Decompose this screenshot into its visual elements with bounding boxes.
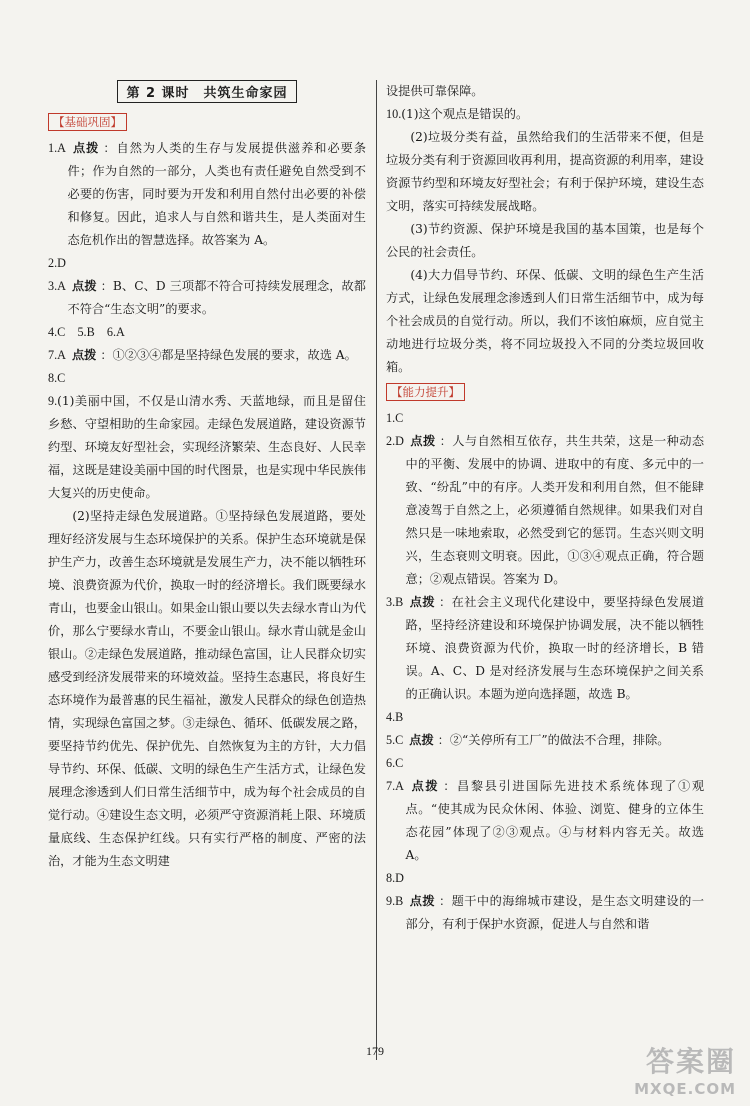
hint-label: 点拨 — [71, 141, 100, 155]
answer-number: 3.B — [386, 595, 404, 609]
answer-number: 10. — [386, 107, 402, 121]
answer-item — [48, 390, 366, 505]
answer-number: 8.D — [386, 871, 404, 885]
answer-paragraph: (1)美丽中国，不仅是山清水秀、天蓝地绿，而且是留住乡愁、守望相助的生命家园。走绿色发展道路，建设资源节约型、环境友好型社会，实现经济繁荣、生态良好、人民幸福，这既是建设美丽中国的时代图景，也是实现中华民族伟大复兴的历史使命。 — [48, 394, 366, 500]
answer-text: ：①②③④都是坚持绿色发展的要求，故选 A。 — [100, 348, 357, 362]
answer-number: 6.C — [386, 756, 404, 770]
answer-text: ：B、C、D 三项都不符合可持续发展理念，故都不符合“生态文明”的要求。 — [67, 279, 366, 316]
section-label-advanced: 【能力提升】 — [386, 383, 465, 401]
answer-number: 8.C — [48, 371, 66, 385]
answer-item — [386, 706, 704, 729]
answer-paragraph: (2)垃圾分类有益，虽然给我们的生活带来不便，但是垃圾分类有利于资源回收再利用，提高资源的利用率，建设资源节约型和环境友好型社会；有利于保护环境，建设生态文明，落实可持续发展战略。 — [386, 130, 704, 213]
hint-label: 点拨 — [409, 595, 436, 609]
answer-item — [48, 344, 366, 367]
answer-item — [386, 775, 704, 867]
answer-paragraph: (3)节约资源、保护环境是我国的基本国策，也是每个公民的社会责任。 — [386, 222, 704, 259]
hint-label: 点拨 — [409, 434, 436, 448]
answer-item — [386, 867, 704, 890]
answer-text: ：自然为人类的生存与发展提供滋养和必要条件；作为自然的一部分，人类也有责任避免自然受到不必要的伤害，同时要为开发和利用自然付出必要的补偿和修复。因此，追求人与自然和谐共生，是人类面对生态危机作出的智慧选择。故答案为 A。 — [67, 141, 367, 247]
watermark-logo: 答案圈 — [645, 1045, 736, 1078]
answer-paragraph: (1)这个观点是错误的。 — [401, 107, 529, 121]
answer-number: 9. — [48, 394, 58, 408]
answer-item — [386, 430, 704, 591]
answer-item — [386, 752, 704, 775]
answer-number: 2.D — [386, 434, 404, 448]
answer-item — [48, 137, 366, 252]
hint-label: 点拨 — [409, 779, 440, 793]
watermark-url: MXQE.COM — [634, 1080, 736, 1098]
title-wrap — [48, 80, 366, 103]
answer-item — [48, 367, 366, 390]
right-column — [386, 80, 704, 936]
hint-label: 点拨 — [409, 894, 436, 908]
answer-item — [48, 275, 366, 321]
answer-paragraph: (2)坚持走绿色发展道路。①坚持绿色发展道路，要处理好经济发展与生态环境保护的关系。保护生态环境就是保护生产力，改善生态环境就是发展生产力，决不能以牺牲环境、浪费资源为代价，换取一时的经济增长。我们既要绿水青山，也要金山银山。如果金山银山要以失去绿水青山为代价，那么宁要绿水青山，不要金山银山。绿水青山就是金山银山。②走绿色发展道路，推动绿色富国，让人民群众切实感受到经济发展带来的环境效益。坚持生态惠民，将良好生态环境作为最普惠的民生福祉，激发人民群众的绿色创造热情，实现绿色富国之梦。③走绿色、循环、低碳发展之路，要坚持节约优先、保护优先、自然恢复为主的方针，大力倡导节约、环保、低碳、文明的绿色生产生活方式，让绿色发展理念渗透到人们日常生活细节中，成为每个社会成员的自觉行动。④建设生态文明，必须严守资源消耗上限、环境质量底线、生态保护红线。只有实行严格的制度、严密的法治，才能为生态文明建 — [48, 509, 366, 868]
answer-number: 1.C — [386, 411, 404, 425]
answer-item — [386, 407, 704, 430]
hint-label: 点拨 — [71, 279, 97, 293]
answer-item — [48, 252, 366, 275]
answer-number: 3.A — [48, 279, 66, 293]
continued-text: 设提供可靠保障。 — [386, 84, 484, 98]
answer-text: ：在社会主义现代化建设中，要坚持绿色发展道路，坚持经济建设和环境保护协调发展，决不能以牺牲环境、浪费资源为代价，换取一时的经济增长，B 错误。A、C、D 是对经济发展与生态环境保护之间关系的正确认识。本题为逆向选择题，故选 B。 — [405, 595, 705, 701]
answer-text: 4.C 5.B 6.A — [48, 325, 125, 339]
hint-label: 点拨 — [71, 348, 97, 362]
watermark — [634, 1040, 736, 1098]
answer-number: 4.B — [386, 710, 404, 724]
answer-text: ：②“关停所有工厂”的做法不合理，排除。 — [437, 733, 670, 747]
hint-label: 点拨 — [409, 733, 434, 747]
answer-item — [386, 729, 704, 752]
answer-number: 9.B — [386, 894, 404, 908]
left-column — [48, 80, 366, 873]
column-divider — [376, 80, 377, 1060]
answer-number: 7.A — [48, 348, 66, 362]
answer-number: 1.A — [48, 141, 66, 155]
answer-paragraph: (4)大力倡导节约、环保、低碳、文明的绿色生产生活方式，让绿色发展理念渗透到人们日常生活细节中，成为每个社会成员的自觉行动。所以，我们不该怕麻烦，应自觉主动地进行垃圾分类，将不同垃圾投入不同的分类垃圾回收箱。 — [386, 268, 704, 374]
answer-item — [48, 321, 366, 344]
section-label-basic: 【基础巩固】 — [48, 113, 127, 131]
lesson-title: 第 2 课时 共筑生命家园 — [117, 80, 296, 103]
answer-item — [386, 103, 704, 126]
page-number: 179 — [366, 1044, 384, 1058]
answer-number: 5.C — [386, 733, 404, 747]
answer-item — [386, 591, 704, 706]
answer-text: ：题干中的海绵城市建设，是生态文明建设的一部分，有利于保护水资源，促进人与自然和谐 — [405, 894, 705, 931]
answer-number: 7.A — [386, 779, 404, 793]
answer-item — [386, 890, 704, 936]
answer-number: 2.D — [48, 256, 66, 270]
answer-text: ：昌黎县引进国际先进技术系统体现了①观点。“使其成为民众休闲、体验、浏览、健身的立体生态花园”体现了②③观点。④与材料内容无关。故选 A。 — [405, 779, 705, 862]
answer-text: ：人与自然相互依存，共生共荣，这是一种动态中的平衡、发展中的协调、进取中的有度、多元中的一致、“纷乱”中的有序。人类开发和利用自然，但不能肆意凌驾于自然之上，必须遵循自然规律。如果我们对自然只是一味地索取，必然受到它的惩罚。生态兴则文明兴，生态衰则文明衰。因此，①③④观点正确，符合题意；②观点错误。答案为 D。 — [405, 434, 705, 586]
